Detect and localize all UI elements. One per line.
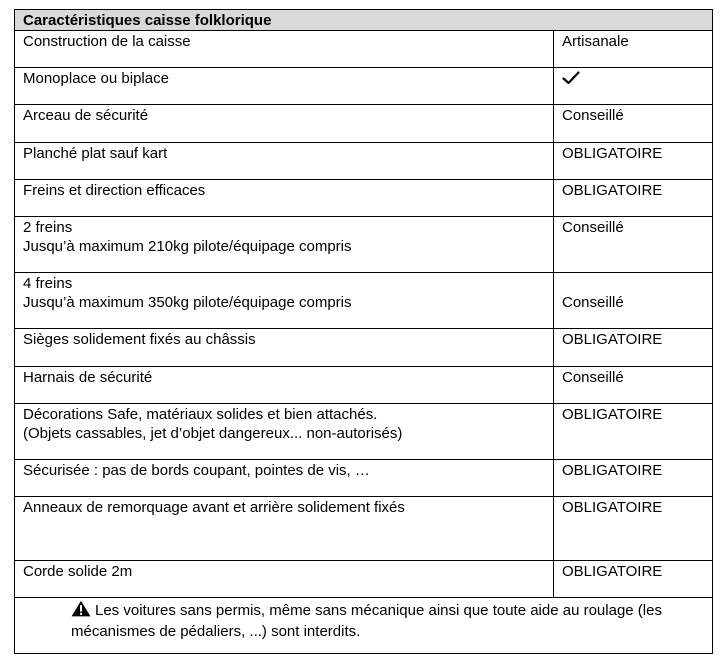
feature-cell — [15, 105, 554, 143]
feature-text: Anneaux de remorquage avant et arrière solidement fixés — [23, 499, 405, 516]
feature-text: Construction de la caisse — [23, 33, 191, 50]
feature-text: Sécurisée : pas de bords coupant, pointes de vis, … — [23, 462, 370, 479]
table-row — [15, 217, 713, 273]
feature-cell — [15, 460, 554, 497]
feature-text: Arceau de sécurité — [23, 107, 149, 124]
feature-text: Corde solide 2m — [23, 563, 133, 580]
value-cell — [554, 143, 713, 180]
value-text: Artisanale — [562, 33, 629, 50]
value-text: OBLIGATOIRE — [562, 406, 663, 423]
table-row — [15, 273, 713, 329]
feature-cell — [15, 367, 554, 404]
table-title-row — [15, 10, 713, 31]
feature-text: 2 freins — [23, 219, 73, 236]
value-text: Conseillé — [562, 369, 624, 386]
feature-text: Monoplace ou biplace — [23, 70, 169, 87]
value-text: Conseillé — [562, 294, 624, 311]
feature-text: Sièges solidement fixés au châssis — [23, 331, 256, 348]
table-row — [15, 367, 713, 404]
feature-cell — [15, 497, 554, 561]
checkmark-icon — [562, 71, 704, 85]
value-text: OBLIGATOIRE — [562, 462, 663, 479]
value-text: OBLIGATOIRE — [562, 145, 663, 162]
value-cell — [554, 561, 713, 598]
warning-note — [15, 598, 713, 654]
warning-icon — [71, 600, 91, 622]
feature-text: 4 freins — [23, 275, 73, 292]
value-cell — [554, 31, 713, 68]
value-text: OBLIGATOIRE — [562, 563, 663, 580]
table-row — [15, 180, 713, 217]
feature-text: (Objets cassables, jet d’objet dangereux... non-autorisés) — [23, 425, 403, 442]
value-cell — [554, 180, 713, 217]
characteristics-table — [14, 9, 713, 654]
table-row — [15, 561, 713, 598]
note-row — [15, 598, 713, 654]
table-row — [15, 404, 713, 460]
value-text: OBLIGATOIRE — [562, 499, 663, 516]
value-text: Conseillé — [562, 107, 624, 124]
value-cell — [554, 404, 713, 460]
value-cell — [554, 497, 713, 561]
feature-text: Jusqu’à maximum 210kg pilote/équipage compris — [23, 238, 352, 255]
table-row — [15, 105, 713, 143]
feature-cell — [15, 404, 554, 460]
document-page — [14, 9, 712, 654]
table-title: Caractéristiques caisse folklorique — [15, 10, 713, 31]
value-cell — [554, 105, 713, 143]
table-row — [15, 31, 713, 68]
feature-cell — [15, 31, 554, 68]
table-row — [15, 497, 713, 561]
value-text: OBLIGATOIRE — [562, 182, 663, 199]
value-text: Conseillé — [562, 219, 624, 236]
value-cell — [554, 367, 713, 404]
value-cell — [554, 273, 713, 329]
table-row — [15, 68, 713, 105]
feature-cell — [15, 217, 554, 273]
value-cell — [554, 460, 713, 497]
feature-cell — [15, 561, 554, 598]
feature-cell — [15, 180, 554, 217]
value-text: OBLIGATOIRE — [562, 331, 663, 348]
feature-text: Freins et direction efficaces — [23, 182, 206, 199]
feature-cell — [15, 329, 554, 367]
table-row — [15, 460, 713, 497]
table-row — [15, 329, 713, 367]
feature-text: Planché plat sauf kart — [23, 145, 168, 162]
warning-text: Les voitures sans permis, même sans mécanique ainsi que toute aide au roulage (les mécanismes de pédaliers, ...) sont interdits. — [71, 602, 662, 640]
value-cell — [554, 68, 713, 105]
value-cell — [554, 329, 713, 367]
feature-text: Jusqu’à maximum 350kg pilote/équipage compris — [23, 294, 352, 311]
feature-cell — [15, 273, 554, 329]
feature-text: Décorations Safe, matériaux solides et bien attachés. — [23, 406, 378, 423]
table-row — [15, 143, 713, 180]
feature-text: Harnais de sécurité — [23, 369, 153, 386]
value-cell — [554, 217, 713, 273]
feature-cell — [15, 143, 554, 180]
feature-cell — [15, 68, 554, 105]
